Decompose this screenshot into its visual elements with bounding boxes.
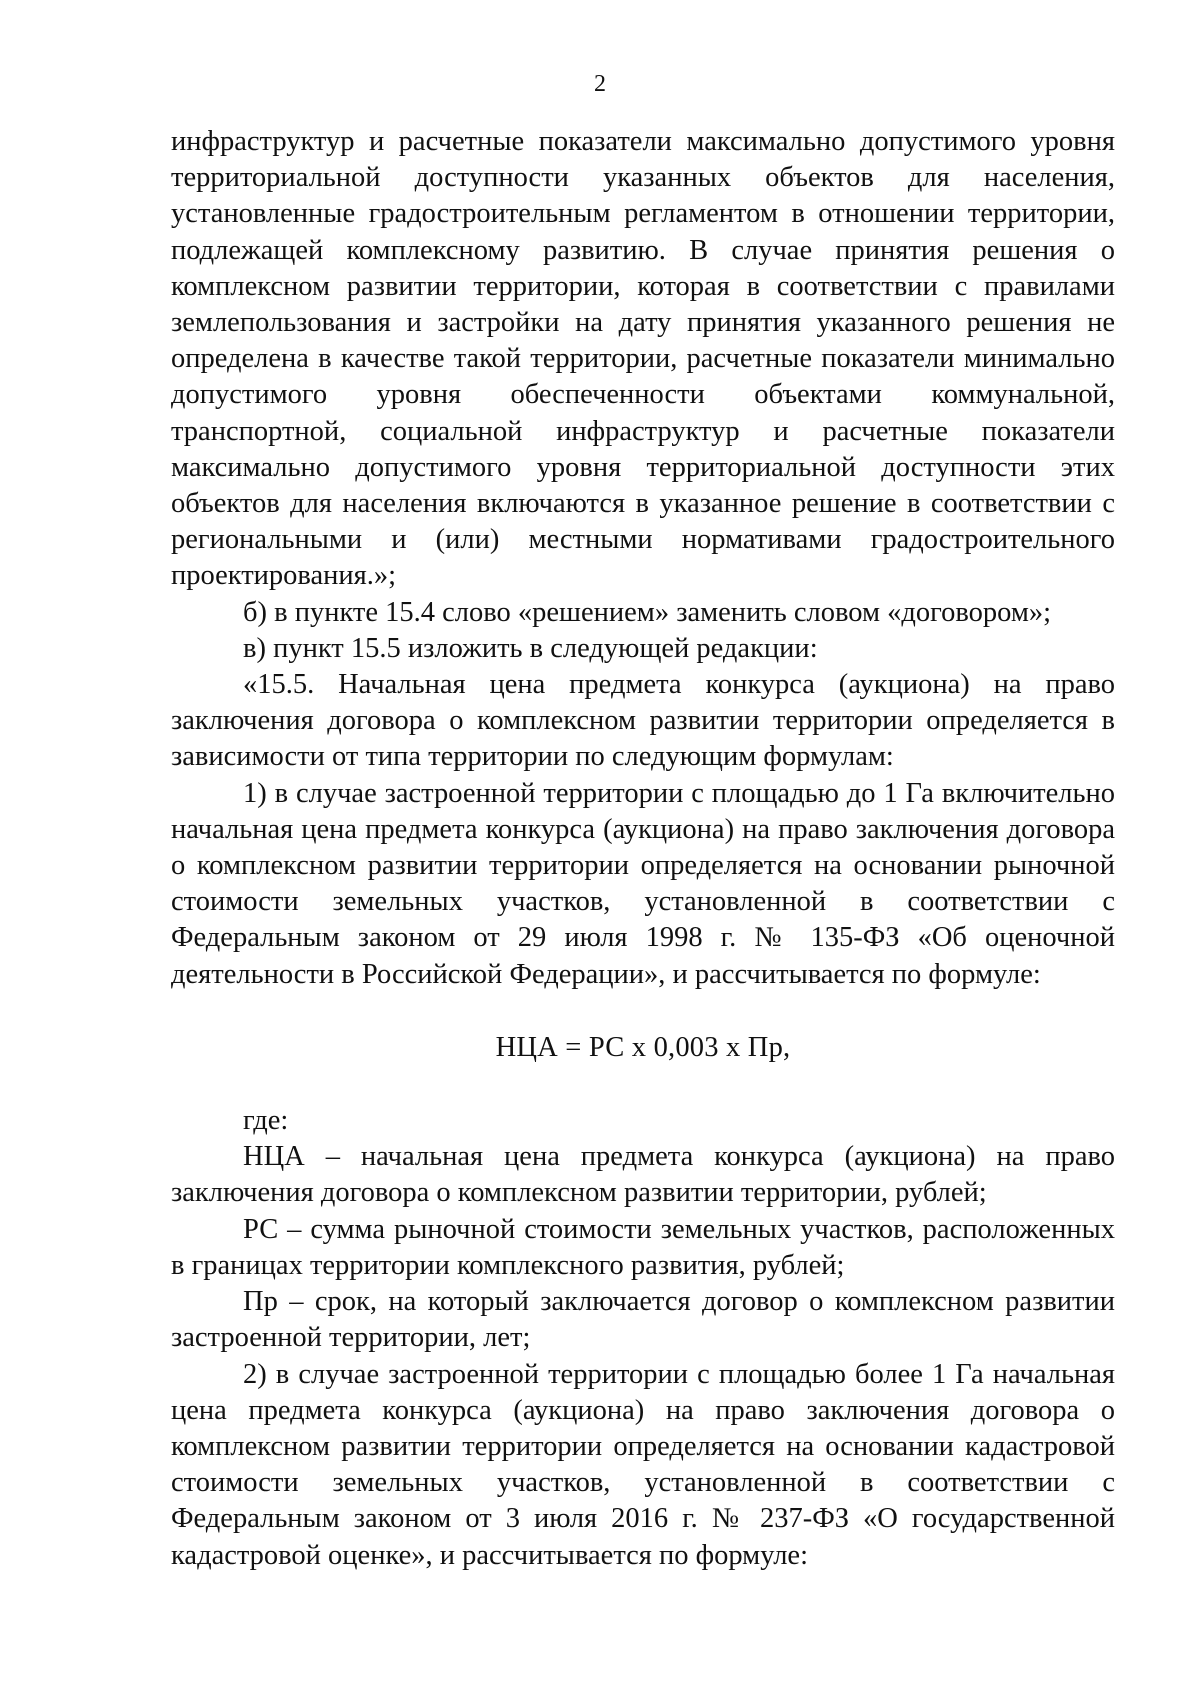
paragraph-case-1: 1) в случае застроенной территории с площадью до 1 Га включительно начальная цена предмета конкурса (аукциона) на право заключения договора о комплексном развитии территории определяется на основании рыночной стоимости земельных участков, установленной в соответствии с Федеральным законом от 29 июля 1998 г. № 135-ФЗ «Об оценочной деятельности в Российской Федерации», и рассчитывается по формуле: (171, 777, 1115, 990)
paragraph-item-v: в) пункт 15.5 изложить в следующей редакции: (243, 632, 818, 664)
definition-nca: НЦА – начальная цена предмета конкурса (аукциона) на право заключения договора о комплексном развитии территории, рублей; (171, 1141, 1115, 1209)
paragraph-case-2: 2) в случае застроенной территории с площадью более 1 Га начальная цена предмета конкурса (аукциона) на право заключения договора о комплексном развитии территории определяется на основании кадастровой стоимости земельных участков, установленной в соответствии с Федеральным законом от 3 июля 2016 г. № 237-ФЗ «О государственной кадастровой оценке», и рассчитывается по формуле: (171, 1358, 1115, 1571)
definition-pr: Пр – срок, на который заключается договор о комплексном развитии застроенной территории, лет; (171, 1286, 1115, 1354)
definitions-intro: где: (243, 1105, 289, 1137)
paragraph-continuation: инфраструктур и расчетные показатели максимально допустимого уровня территориальной доступности указанных объектов для населения, установленные градостроительным регламентом в отношении территории, подлежащей комплексному развитию. В случае принятия решения о комплексном развитии территории, которая в соответствии с правилами землепользования и застройки на дату принятия указанного решения не определена в качестве такой территории, расчетные показатели минимально допустимого уровня обеспеченности объектами коммунальной, транспортной, социальной инфраструктур и расчетные показатели максимально допустимого уровня территориальной доступности этих объектов для населения включаются в указанное решение в соответствии с региональными и (или) местными нормативами градостроительного проектирования.»; (171, 126, 1115, 592)
page-number: 2 (594, 71, 606, 97)
formula: НЦА = РС х 0,003 х Пр, (495, 1031, 791, 1063)
paragraph-item-b: б) в пункте 15.4 слово «решением» заменить словом «договором»; (243, 596, 1052, 628)
document-body (171, 124, 1115, 1574)
definition-rs: РС – сумма рыночной стоимости земельных участков, расположенных в границах территории комплексного развития, рублей; (171, 1213, 1115, 1281)
paragraph-clause-15-5: «15.5. Начальная цена предмета конкурса (аукциона) на право заключения договора о комплексном развитии территории определяется в зависимости от типа территории по следующим формулам: (171, 669, 1115, 773)
